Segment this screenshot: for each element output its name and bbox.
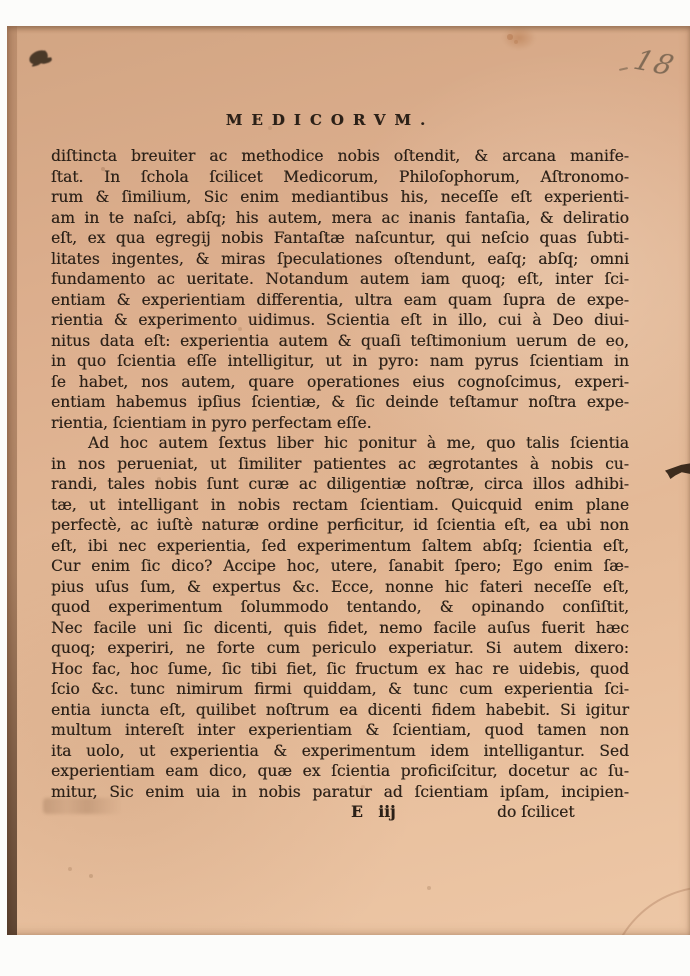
paper-stain — [502, 26, 536, 50]
ink-blot — [28, 49, 50, 66]
text-line: diſtincta breuiter ac methodice nobis oſtendit, & arcana manife- — [51, 147, 629, 165]
page-crease-shadow — [607, 886, 690, 935]
signature-line — [51, 802, 629, 823]
text-line: in nos perueniat, ut ſimiliter patientes ac ægrotantes à nobis cu- — [51, 454, 629, 473]
handwritten-folio-number: 18 — [629, 43, 680, 82]
text-line: rientia & experimento uidimus. Scientia eſt in illo, cui à Deo diui- — [51, 311, 629, 329]
text-line: in quo ſcientia eſſe intelligitur, ut in pyro: nam pyrus ſcientiam in — [51, 352, 629, 370]
text-line: Cur enim ſic dico? Accipe hoc, utere, ſanabit ſpero; Ego enim ſæ- — [51, 557, 629, 575]
text-line: quod experimentum ſolummodo tentando, & opinando conſiſtit, — [51, 598, 629, 616]
text-block — [51, 110, 629, 823]
text-line: ſtat. In ſchola ſcilicet Medicorum, Philoſophorum, Aſtronomo- — [51, 167, 629, 186]
text-line: ſe habet, nos autem, quare operationes eius cognoſcimus, experi- — [51, 372, 629, 391]
text-line: entiam habemus ipſius ſcientiæ, & ſic deinde teſtamur noſtra expe- — [51, 393, 629, 411]
text-line: Hoc fac, hoc ſume, ſic tibi fiet, ſic fructum ex hac re uidebis, quod — [51, 659, 629, 678]
text-line: nitus data eſt: experientia autem & quaſi teſtimonium uerum de eo, — [51, 331, 629, 350]
margin-ink-mark — [665, 463, 690, 479]
text-line: rum & ſimilium, Sic enim mediantibus his, neceſſe eſt experienti- — [51, 188, 629, 206]
text-line: quoq; experiri, ne forte cum periculo experiatur. Si autem dixero: — [51, 639, 629, 657]
scanned-page — [7, 26, 690, 935]
text-line: pius uſus ſum, & expertus &c. Ecce, nonne hic fateri neceſſe eſt, — [51, 577, 629, 596]
text-line: experientiam eam dico, quæ ex ſcientia proficiſcitur, docetur ac ſu- — [51, 762, 629, 780]
catchword: do ſcilicet — [497, 803, 575, 821]
text-line: rientia, ſcientiam in pyro perfectam eſſe. — [51, 413, 372, 432]
text-line: eſt, ibi nec experientia, ſed experimentum ſaltem abſq; ſcientia eſt, — [51, 536, 629, 555]
text-line: ita uolo, ut experientia & experimentum idem intelligantur. Sed — [51, 741, 629, 760]
text-line: litates ingentes, & miras ſpeculationes oſtendunt, eaſq; abſq; omni — [51, 249, 629, 268]
signature-mark: E iij — [351, 802, 396, 821]
text-line: entiam & experientiam differentia, ultra eam quam ſupra de expe- — [51, 290, 629, 309]
text-line: perfectè, ac iuſtè naturæ ordine perficitur, id ſcientia eſt, ea ubi non — [51, 516, 629, 534]
text-line: eſt, ex qua egregij nobis Fantaſtæ naſcuntur, qui neſcio quas ſubti- — [51, 229, 629, 247]
folio-pen-dash — [619, 67, 628, 71]
text-line: Nec facile uni ſic dicenti, quis fidet, nemo facile auſus fuerit hæc — [51, 618, 629, 637]
text-line: am in te naſci, abſq; his autem, mera ac inanis fantaſia, & deliratio — [51, 208, 629, 227]
running-header: MEDICORVM. — [225, 111, 435, 129]
text-line-paragraph-start: Ad hoc autem ſextus liber hic ponitur à me, quo talis ſcientia — [88, 434, 629, 452]
text-line: mitur, Sic enim uia in nobis paratur ad ſcientiam ipſam, incipien- — [51, 782, 629, 801]
text-line: ſcio &c. tunc nimirum firmi quiddam, & tunc cum experientia ſci- — [51, 680, 629, 698]
page-edge-shadow — [7, 26, 17, 935]
text-line: multum intereſt inter experientiam & ſcientiam, quod tamen non — [51, 721, 629, 739]
text-line: fundamento ac ueritate. Notandum autem iam quoq; eſt, inter ſci- — [51, 270, 629, 288]
text-line: entia iuncta eſt, quilibet noſtrum ea dicenti fidem habebit. Si igitur — [51, 700, 629, 719]
paper-speckles — [7, 26, 9, 28]
text-line: tæ, ut intelligant in nobis rectam ſcientiam. Quicquid enim plane — [51, 495, 629, 514]
text-line: randi, tales nobis ſunt curæ ac diligentiæ noſtræ, circa illos adhibi- — [51, 475, 629, 493]
